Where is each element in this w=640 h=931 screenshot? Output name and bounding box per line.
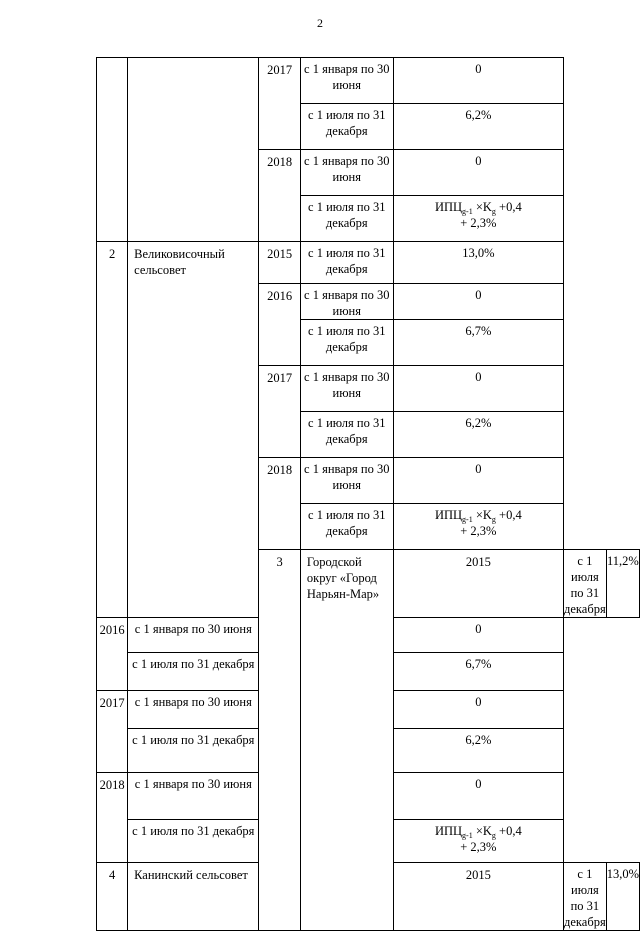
value-cell: 6,2% [393, 729, 563, 773]
period-cell: с 1 июля по 31 декабря [128, 729, 259, 773]
value-cell: 0 [393, 58, 563, 104]
period-cell: с 1 июля по 31 декабря [128, 653, 259, 691]
formula-cell: $ИПЦ_{g-1} \times K_g +0,4$ + 2,3% [393, 504, 563, 550]
municipality-cell: Великовисочный сельсовет [128, 242, 259, 618]
period-cell: с 1 января по 30 июня [300, 284, 393, 320]
formula-cell: $ИПЦ_{g-1} \times K_g +0,4$ + 2,3% [393, 196, 563, 242]
value-cell: 0 [393, 150, 563, 196]
year-cell: 2016 [259, 284, 300, 366]
period-cell: с 1 июля по 31 декабря [300, 504, 393, 550]
value-cell: 6,7% [393, 320, 563, 366]
table-row [97, 58, 640, 104]
year-cell: 2018 [259, 458, 300, 550]
value-cell: 13,0% [606, 863, 639, 931]
period-cell: с 1 июля по 31 декабря [564, 863, 607, 931]
row-number-cell: 2 [97, 242, 128, 618]
page-number: 2 [317, 16, 323, 30]
row-number-cell [97, 58, 128, 242]
value-cell: 6,2% [393, 412, 563, 458]
row-number-cell: 4 [97, 863, 128, 931]
year-cell: 2015 [393, 550, 563, 618]
year-cell: 2015 [259, 242, 300, 284]
municipality-cell: Канинский сельсовет [128, 863, 259, 931]
year-cell: 2016 [97, 618, 128, 691]
value-cell: 0 [393, 284, 563, 320]
period-cell: с 1 января по 30 июня [300, 150, 393, 196]
year-cell: 2015 [393, 863, 563, 931]
value-cell: 0 [393, 458, 563, 504]
value-cell: 0 [393, 618, 563, 653]
tariff-table [96, 57, 640, 931]
value-cell: 0 [393, 773, 563, 820]
period-cell: с 1 января по 30 июня [300, 366, 393, 412]
year-cell: 2017 [259, 366, 300, 458]
value-cell: 0 [393, 691, 563, 729]
period-cell: с 1 января по 30 июня [300, 458, 393, 504]
value-cell: 0 [393, 366, 563, 412]
formula-cell: $ИПЦ_{g-1} \times K_g +0,4$ + 2,3% [393, 820, 563, 863]
period-cell: с 1 июля по 31 декабря [564, 550, 607, 618]
period-cell: с 1 января по 30 июня [300, 58, 393, 104]
year-cell: 2018 [97, 773, 128, 863]
period-cell: с 1 июля по 31 декабря [300, 196, 393, 242]
value-cell: 6,7% [393, 653, 563, 691]
value-cell: 13,0% [393, 242, 563, 284]
year-cell: 2017 [97, 691, 128, 773]
municipality-cell: Городской округ «Город Нарьян-Мар» [300, 550, 393, 931]
period-cell: с 1 июля по 31 декабря [300, 242, 393, 284]
table-row [97, 242, 640, 284]
row-number-cell: 3 [259, 550, 300, 931]
period-cell: с 1 июля по 31 декабря [300, 320, 393, 366]
year-cell: 2017 [259, 58, 300, 150]
value-cell: 11,2% [606, 550, 639, 618]
municipality-cell [128, 58, 259, 242]
period-cell: с 1 января по 30 июня [128, 691, 259, 729]
period-cell: с 1 июля по 31 декабря [128, 820, 259, 863]
period-cell: с 1 июля по 31 декабря [300, 104, 393, 150]
period-cell: с 1 января по 30 июня [128, 773, 259, 820]
value-cell: 6,2% [393, 104, 563, 150]
year-cell: 2018 [259, 150, 300, 242]
period-cell: с 1 января по 30 июня [128, 618, 259, 653]
period-cell: с 1 июля по 31 декабря [300, 412, 393, 458]
